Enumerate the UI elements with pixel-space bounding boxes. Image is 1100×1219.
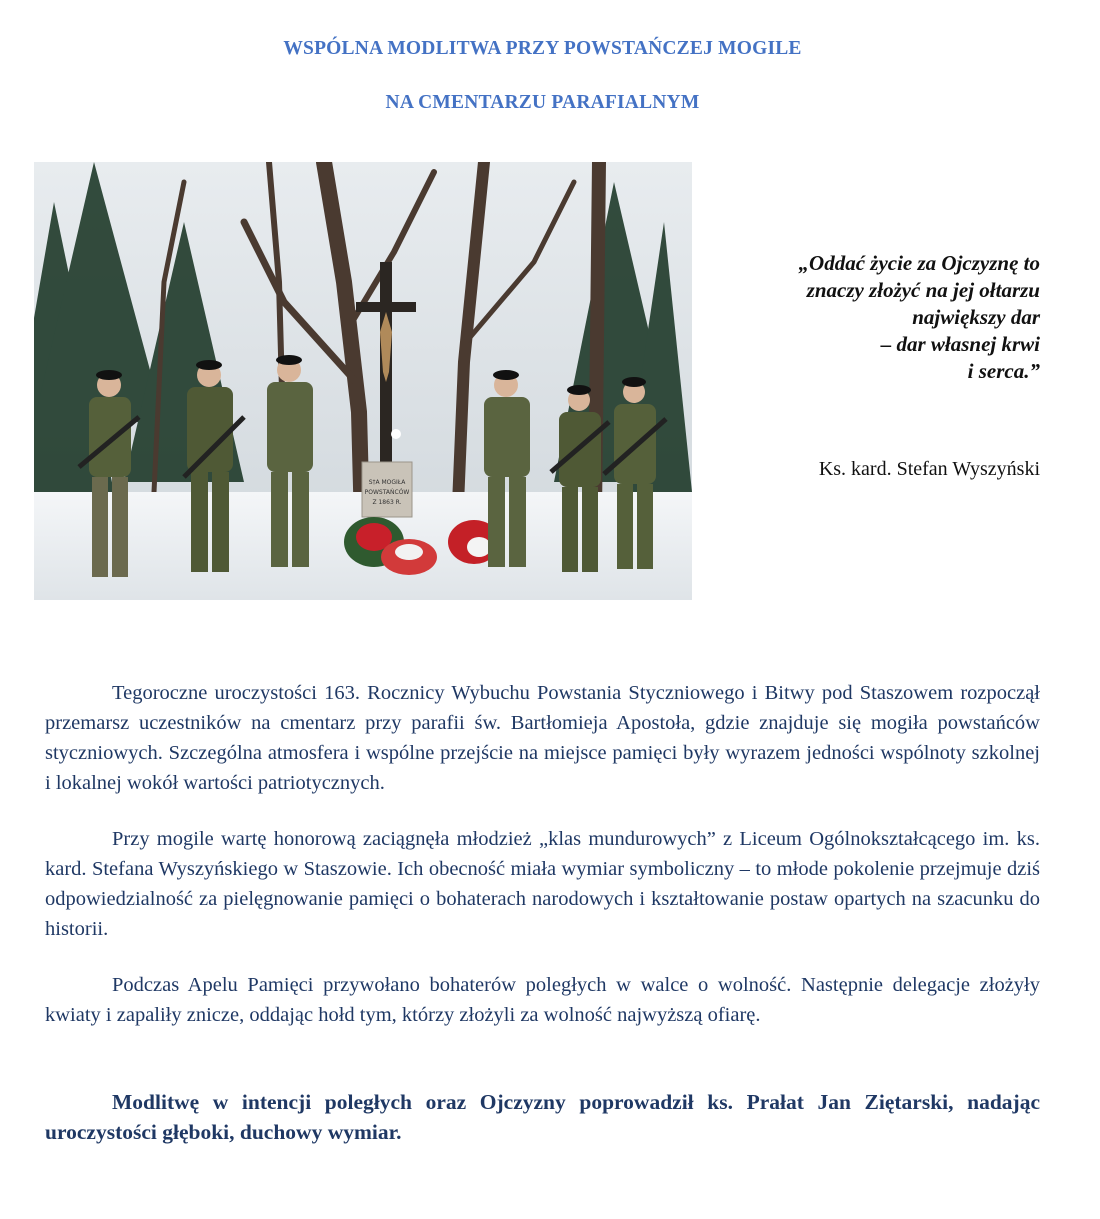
quote-author: Ks. kard. Stefan Wyszyński (818, 458, 1040, 480)
quote-block (700, 250, 1040, 385)
ceremony-photo-illustration (34, 162, 692, 600)
paragraph-1: Tegoroczne uroczystości 163. Rocznicy Wybuchu Powstania Styczniowego i Bitwy pod Staszowem rozpoczął przemarsz uczestników na cmentarz przy parafii św. Bartłomieja Apostoła, gdzie znajduje się mogiła powstańców styczniowych. Szczególna atmosfera i wspólne przejście na miejsce pamięci były wyrazem jedności wspólnoty szkolnej i lokalnej wokół wartości patriotycznych. (45, 682, 1040, 794)
paragraph-2: Przy mogile wartę honorową zaciągnęła młodzież „klas mundurowych” z Liceum Ogólnokształcącego im. ks. kard. Stefana Wyszyńskiego w Staszowie. Ich obecność miała wymiar symboliczny – to młode pokolenie przejmuje dziś odpowiedzialność za pielęgnowanie pamięci o bohaterach narodowych i kształtowanie postaw opartych na szacunku do historii. (45, 828, 1040, 940)
monument-inscription-2: POWSTAŃCÓW (364, 489, 410, 496)
ceremony-photo (34, 162, 692, 600)
monument-inscription-3: Z 1863 R. (372, 499, 402, 506)
paragraph-4-bold: Modlitwę w intencji poległych oraz Ojczyzny poprowadził ks. Prałat Jan Ziętarski, nadając uroczystości głęboki, duchowy wymiar. (45, 1090, 1040, 1144)
quote-line: – dar własnej krwi (880, 332, 1040, 356)
monument-inscription-1: S†A MOGIŁA (368, 479, 406, 486)
article-title-line-2: NA CMENTARZU PARAFIALNYM (385, 92, 700, 113)
quote-line: i serca.” (967, 359, 1040, 383)
quote-line: znaczy złożyć na jej ołtarzu (806, 278, 1040, 302)
quote-line: największy dar (912, 305, 1040, 329)
article-title-line-1: WSPÓLNA MODLITWA PRZY POWSTAŃCZEJ MOGILE (283, 38, 802, 59)
paragraph-3: Podczas Apelu Pamięci przywołano bohaterów poległych w walce o wolność. Następnie delegacje złożyły kwiaty i zapaliły znicze, oddając hołd tym, którzy złożyli za wolność najwyższą ofiarę. (45, 974, 1040, 1026)
quote-line: „Oddać życie za Ojczyznę to (798, 251, 1040, 275)
